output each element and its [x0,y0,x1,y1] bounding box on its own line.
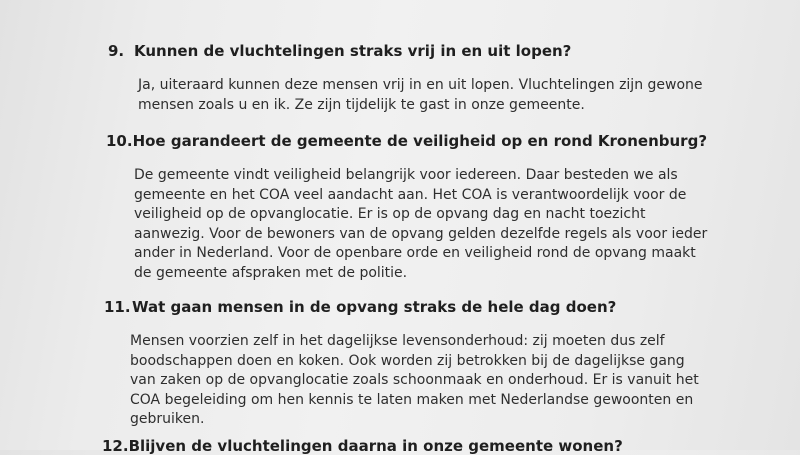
answer-9 [138,76,703,115]
question-text: Blijven de vluchtelingen daarna in onze gemeente wonen? [128,437,623,455]
question-number: 11. [104,298,131,316]
answer-line: veiligheid op de opvanglocatie. Er is op de opvang dag en nacht toezicht [134,206,646,222]
question-text: Wat gaan mensen in de opvang straks de hele dag doen? [132,298,617,316]
answer-10 [134,166,707,283]
answer-line: aanwezig. Voor de bewoners van de opvang gelden dezelfde regels als voor ieder [134,225,708,242]
question-number: 9. [108,42,125,60]
answer-line: COA begeleiding om hen kennis te laten maken met Nederlandse gewoonten en [130,391,694,408]
answer-line: de gemeente afspraken met de politie. [134,264,408,281]
answer-line: ander in Nederland. Voor de openbare orde en veiligheid rond de opvang maakt [134,245,696,261]
question-10 [106,132,707,150]
answer-line: Mensen voorzien zelf in het dagelijkse levensonderhoud: zij moeten dus zelf [130,333,665,349]
answer-line: gebruiken. [130,411,205,427]
question-number: 10. [106,132,133,150]
answer-line: boodschappen doen en koken. Ook worden zij betrokken bij de dagelijkse gang [130,352,685,369]
answer-line: gemeente en het COA veel aandacht aan. Het COA is verantwoordelijk voor de [134,186,687,203]
question-12 [102,437,623,455]
question-text: Kunnen de vluchtelingen straks vrij in en uit lopen? [134,42,572,60]
answer-line: mensen zoals u en ik. Ze zijn tijdelijk te gast in onze gemeente. [138,96,585,113]
question-11 [104,298,616,316]
question-text: Hoe garandeert de gemeente de veiligheid op en rond Kronenburg? [132,132,708,150]
answer-line: Ja, uiteraard kunnen deze mensen vrij in en uit lopen. Vluchtelingen zijn gewone [138,77,703,93]
answer-11 [130,332,699,430]
answer-line: van zaken op de opvanglocatie zoals schoonmaak en onderhoud. Er is vanuit het [130,372,699,388]
question-number: 12. [102,437,129,455]
answer-line: De gemeente vindt veiligheid belangrijk voor iedereen. Daar besteden we als [134,167,678,183]
question-9 [108,42,571,60]
